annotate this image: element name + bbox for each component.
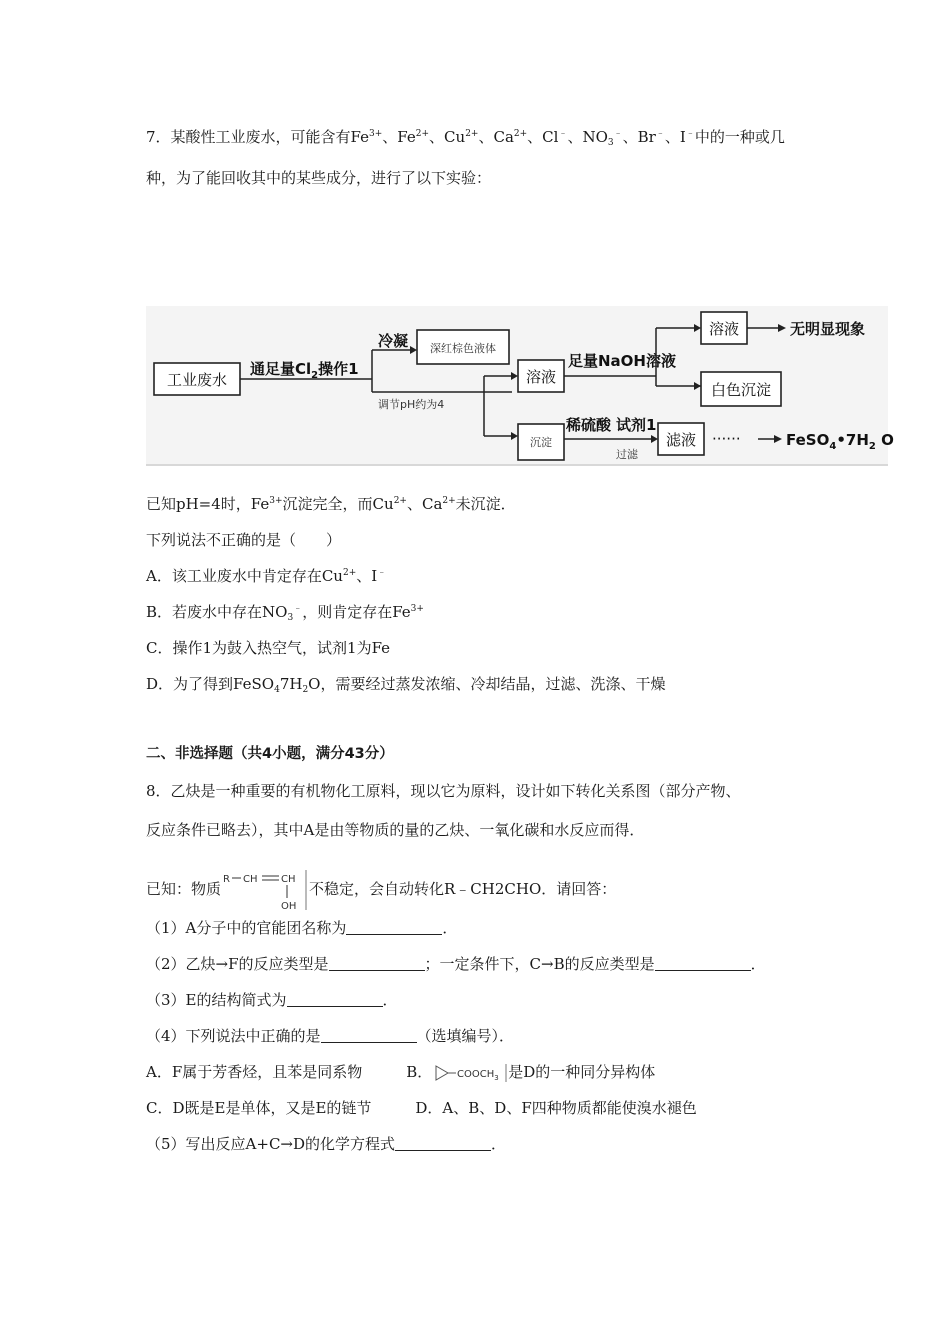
answer-blank-3[interactable] (287, 992, 383, 1007)
q7-known: 已知pH=4时，$Fe^{3+}$沉淀完全，而$Cu^{2+}$、$Ca^{2+}$未沉淀． (146, 495, 516, 513)
label-reagent-1: 试剂1 (616, 416, 657, 434)
q7-option-a: A．该工业废水中肯定存在$Cu^{2+}$、I﹣ (146, 567, 387, 585)
answer-blank-2a[interactable] (329, 956, 425, 971)
q7-ask: 下列说法不正确的是（ ） (146, 531, 342, 549)
answer-blank-5[interactable] (395, 1136, 491, 1151)
q8-options-cd (146, 1098, 697, 1118)
answer-blank-1[interactable] (346, 920, 442, 935)
label-white-precipitate: 白色沉淀 (710, 381, 772, 399)
label-industrial-waste: 工业废水 (166, 371, 228, 389)
q8-part-1: （1）A分子中的官能团名称为 ． (146, 919, 458, 937)
q7-line-1: 7．某酸性工业废水，可能含有$Fe^{3+}$、$Fe^{2+}$、$Cu^{2+}$、$Ca^{2+}$、Cl﹣、$NO_3^﹣$、Br﹣、I﹣中的一种或几 (146, 128, 785, 148)
q8-part-5: （5）写出反应A+C→D的化学方程式 ． (146, 1135, 507, 1153)
label-solution: 溶液 (525, 368, 557, 386)
label-adjust-ph: 调节pH约为4 (378, 398, 445, 411)
q8-part-3: （3）E的结构简式为 ． (146, 991, 398, 1009)
q8-line-1: 8．乙炔是一种重要的有机物化工原料，现以它为原料，设计如下转化关系图（部分产物、 (146, 782, 741, 800)
q8-part-2: （2）乙炔→F的反应类型是 ；一定条件下，C→B的反应类型是 ． (146, 955, 766, 973)
label-dots: ······ (712, 430, 741, 448)
answer-blank-2b[interactable] (655, 956, 751, 971)
ester-structure-image (432, 1062, 508, 1084)
mol-oh: OH (281, 901, 297, 912)
q7-option-b: B．若废水中存在$NO_3^﹣$，则肯定存在$Fe^{3+}$ (146, 603, 424, 623)
q7-number: 7． (146, 128, 171, 146)
label-solution-2: 溶液 (708, 320, 740, 338)
label-precipitate: 沉淀 (530, 436, 552, 449)
label-product: $FeSO_4•7H_2$ O (786, 431, 894, 452)
label-dilute-acid: 稀硫酸 (566, 416, 612, 434)
q7-option-d: D．为了得到$FeSO_47H_2O$，需要经过蒸发浓缩、冷却结晶，过滤、洗涤、干燥 (146, 675, 666, 695)
answer-blank-4[interactable] (321, 1028, 417, 1043)
q7-option-c: C．操作1为鼓入热空气，试剂1为Fe (146, 639, 391, 657)
label-step1: 通足量$Cl_2$操作1 (250, 360, 359, 381)
section-2-heading: 二、非选择题（共4小题，满分43分） (146, 746, 394, 762)
label-condense: 冷凝 (378, 332, 409, 350)
q8-options-ab: A．F属于芳香烃，且苯是同系物 B． $COOCH_3$ 是D的一种同分异构体 (146, 1063, 656, 1082)
mol-r: R (223, 874, 230, 885)
label-no-phenomenon: 无明显现象 (790, 320, 866, 338)
q8-known: 已知：物质 R CH CH OH 不稳定，会自动转化R﹣CH2CHO．请回答： (146, 868, 616, 912)
ester-formula: $COOCH_3$ (457, 1069, 499, 1082)
label-filter: 过滤 (616, 448, 638, 461)
q7-line-2: 种，为了能回收其中的某些成分，进行了以下实验： (146, 169, 492, 187)
label-red-brown-liquid: 深红棕色液体 (430, 342, 496, 355)
q8-line-2: 反应条件已略去），其中A是由等物质的量的乙炔、一氧化碳和水反应而得． (146, 821, 645, 839)
q8-option-c: C．D既是E是单体，又是E的链节 (146, 1099, 372, 1117)
enol-structure-image (221, 868, 309, 912)
q8-option-d: D．A、B、D、F四种物质都能使溴水褪色 (415, 1099, 697, 1117)
label-filtrate: 滤液 (665, 431, 697, 449)
label-naoh: 足量NaOH溶液 (568, 352, 676, 370)
ring-icon (436, 1066, 448, 1080)
mol-ch-1: CH (243, 874, 258, 885)
mol-ch-2: CH (281, 874, 296, 885)
q8-option-a: A．F属于芳香烃，且苯是同系物 (146, 1063, 363, 1081)
q8-part-4: （4）下列说法中正确的是 （选填编号）． (146, 1027, 515, 1045)
experiment-flowchart (146, 306, 894, 468)
q8-option-b-label: B． (406, 1063, 433, 1081)
